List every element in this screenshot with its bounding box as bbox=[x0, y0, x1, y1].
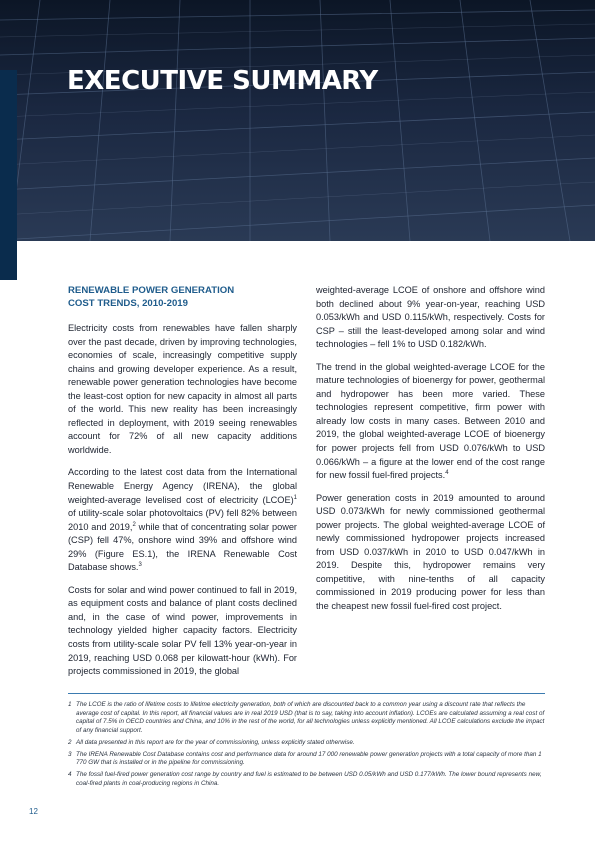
footnotes bbox=[68, 701, 545, 791]
footnote-1: 1 The LCOE is the ratio of lifetime costs to lifetime electricity generation, both of which are discounted back to a common year using a discount rate that reflects the average cost of capital. In this report, all financial values are in real 2019 USD (that is to say, taking into account inflation). LCOEs are calculated assuming a real cost of capital of 7.5% in OECD countries and China, and 10% in the rest of the world, for all technologies unless explicitly mentioned. All LCOE calculations exclude the impact of any financial support. bbox=[68, 701, 545, 735]
paragraph-5: Power generation costs in 2019 amounted to around USD 0.073/kWh for newly commissioned geothermal power projects. The global weighted-average LCOE of newly commissioned hydropower projects increased from USD 0.037/kWh in 2010 to USD 0.047/kWh in 2019. Despite this, hydropower remains very competitive, with nine-tenths of all capacity commissioned in 2019 producing power for less than the cheapest new fossil fuel-fired cost project. bbox=[316, 492, 545, 612]
solar-panel-grid-graphic bbox=[0, 0, 595, 241]
paragraph-3-continued: weighted-average LCOE of onshore and offshore wind both declined about 9% year-on-year, reaching USD 0.053/kWh and USD 0.115/kWh, respectively. Costs for CSP – still the least-developed among solar and wind technologies – fell 1% to USD 0.182/kWh. bbox=[316, 285, 545, 350]
paragraph-1: Electricity costs from renewables have fallen sharply over the past decade, driven by improving technologies, economies of scale, increasingly competitive supply chains and growing developer experience. As a result, renewable power generation technologies have become the least-cost option for new capacity in almost all parts of the world. This new reality has been increasingly reflected in deployment, with 2019 seeing renewables account for 72% of all new capacity additions worldwide. bbox=[68, 323, 297, 455]
footnote-ref-1: 1 bbox=[293, 494, 297, 501]
footnote-ref-2: 2 bbox=[132, 521, 136, 528]
footnote-2: 2 All data presented in this report are for the year of commissioning, unless explicitly stated otherwise. bbox=[68, 738, 355, 746]
paragraph-2: According to the latest cost data from the International Renewable Energy Agency (IRENA), the global weighted-average levelised cost of electricity (LCOE)$^1$ of utility-scale solar photovoltaics (PV) fell 82% between 2010 and 2019,$^2$ while that of concentrating solar power (CSP) fell 47%, onshore wind 39% and offshore wind 29% (Figure ES.1), the IRENA Renewable Cost Database shows.$^3$ bbox=[68, 467, 297, 573]
footnote-ref-3: 3 bbox=[138, 562, 142, 569]
section-heading-line1: RENEWABLE POWER GENERATION bbox=[68, 285, 235, 296]
footnote-4: 4 The fossil fuel-fired power generation cost range by country and fuel is estimated to be between USD 0.05/kWh and USD 0.177/kWh. The lower bound represents new, coal-fired plants in coal-producing regions in China. bbox=[68, 770, 542, 787]
page-number: 12 bbox=[29, 807, 38, 816]
left-column bbox=[68, 284, 297, 688]
hero-solar-panels-image bbox=[0, 0, 595, 241]
footnote-3: 3 The IRENA Renewable Cost Database contains cost and performance data for around 17 000 renewable power generation projects with a total capacity of more than 1 770 GW that is installed or in the pipeline for commissioning. bbox=[68, 750, 542, 767]
footnote-divider bbox=[68, 693, 545, 694]
footnote-ref-4: 4 bbox=[445, 470, 449, 477]
section-heading bbox=[68, 284, 297, 310]
sidebar-accent-bar bbox=[0, 70, 17, 280]
right-column bbox=[316, 284, 545, 623]
page-title: EXECUTIVE SUMMARY bbox=[67, 66, 378, 96]
paragraph-4: The trend in the global weighted-average LCOE for the mature technologies of bioenergy for power, geothermal and hydropower has been more varied. These technologies represent competitive, firm power with already low costs in many cases. Between 2010 and 2019, the global weighted-average LCOE of bioenergy for power projects fell from USD 0.076/kWh to USD 0.066/kWh – a figure at the lower end of the cost range for new fossil fuel-fired projects.$^4$ bbox=[316, 361, 545, 481]
paragraph-3: Costs for solar and wind power continued to fall in 2019, as equipment costs and balance of plant costs declined and, in the case of wind power, improvements in technology yielded higher capacity factors. Electricity costs from utility-scale solar PV fell 13% year-on-year in 2019, reaching USD 0.068 per kilowatt-hour (kWh). For projects commissioned in 2019, the global bbox=[68, 584, 297, 677]
section-heading-line2: COST TRENDS, 2010-2019 bbox=[68, 298, 188, 309]
